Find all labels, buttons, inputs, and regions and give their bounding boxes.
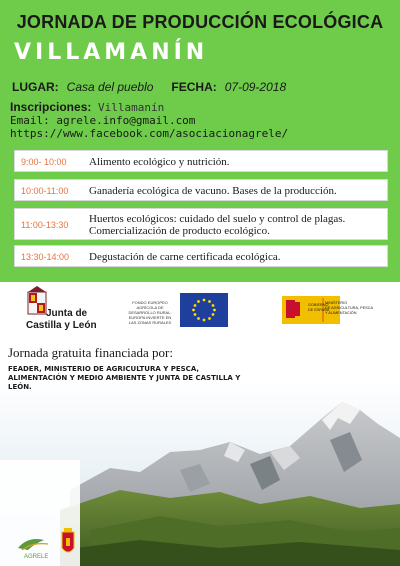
- schedule-text: Ganadería ecológica de vacuno. Bases de la producción.: [89, 185, 337, 197]
- fecha-label: FECHA:: [171, 80, 217, 94]
- schedule-row: [14, 245, 388, 267]
- sponsor-logos-art: [0, 282, 400, 342]
- lugar-label: LUGAR:: [12, 80, 59, 94]
- schedule-time: 9:00- 10:00: [21, 157, 67, 167]
- svg-text:FONDO EUROPEO: FONDO EUROPEO: [132, 300, 168, 305]
- financed-label: Jornada gratuita financiada por:: [8, 345, 173, 360]
- email-link[interactable]: Email: agrele.info@gmail.com: [10, 114, 196, 127]
- registration-block: [10, 101, 288, 140]
- svg-text:AGRELE: AGRELE: [24, 554, 49, 560]
- svg-text:Y ALIMENTACIÓN: Y ALIMENTACIÓN: [325, 311, 357, 315]
- jcyl-logo: [26, 286, 97, 331]
- feader-text: [128, 300, 171, 325]
- jcyl-text-1: Junta de: [46, 308, 88, 319]
- schedule-text: Alimento ecológico y nutrición.: [89, 156, 230, 168]
- schedule-row: [14, 208, 388, 240]
- schedule-text: Degustación de carne certificada ecológica.: [89, 251, 281, 263]
- agrele-logo: [18, 539, 48, 560]
- inscripciones-label: Inscripciones:: [10, 100, 92, 114]
- svg-text:DE ESPAÑA: DE ESPAÑA: [308, 308, 330, 312]
- svg-text:LAS ZONAS RURALES: LAS ZONAS RURALES: [128, 320, 172, 325]
- inscripciones-value: Villamanín: [97, 101, 165, 114]
- svg-text:MINISTERIO: MINISTERIO: [325, 301, 348, 305]
- svg-text:DESARROLLO RURAL:: DESARROLLO RURAL:: [128, 310, 172, 315]
- schedule-time: 11:00-13:30: [21, 220, 69, 230]
- event-place: VILLAMANÍN: [14, 40, 209, 65]
- schedule-time: 13:30-14:00: [21, 252, 70, 262]
- svg-text:EUROPA INVIERTE EN: EUROPA INVIERTE EN: [128, 315, 172, 320]
- schedule-row: [14, 150, 388, 172]
- schedule-row: [14, 179, 388, 201]
- funders-list: FEADER, MINISTERIO DE AGRICULTURA Y PESCA, ALIMENTACIÓN Y MEDIO AMBIENTE Y JUNTA DE CASTILLA Y LEÓN.: [8, 365, 241, 391]
- event-title: JORNADA DE PRODUCCIÓN ECOLÓGICA: [16, 12, 384, 32]
- schedule-text: Huertos ecológicos: cuidado del suelo y control de plagas. Comercialización de producto ecológico.: [89, 213, 346, 237]
- svg-text:GOBIERNO: GOBIERNO: [308, 303, 329, 307]
- schedule-time: 10:00-11:00: [21, 186, 69, 196]
- event-info: [12, 80, 286, 94]
- fecha-value: 07-09-2018: [224, 80, 287, 94]
- agrele-logos: [14, 522, 84, 562]
- eu-flag-icon: [180, 293, 228, 327]
- gobierno-logo: [282, 296, 374, 324]
- svg-text:AGRÍCOLA DE: AGRÍCOLA DE: [136, 305, 164, 310]
- facebook-link[interactable]: https://www.facebook.com/asociacionagrele/: [10, 127, 289, 140]
- villamanin-coat-of-arms-icon: [62, 528, 74, 552]
- svg-text:DE AGRICULTURA, PESCA: DE AGRICULTURA, PESCA: [325, 306, 374, 310]
- jcyl-text-2: Castilla y León: [26, 320, 97, 331]
- sponsor-logos: [0, 282, 400, 342]
- lugar-value: Casa del pueblo: [66, 80, 154, 94]
